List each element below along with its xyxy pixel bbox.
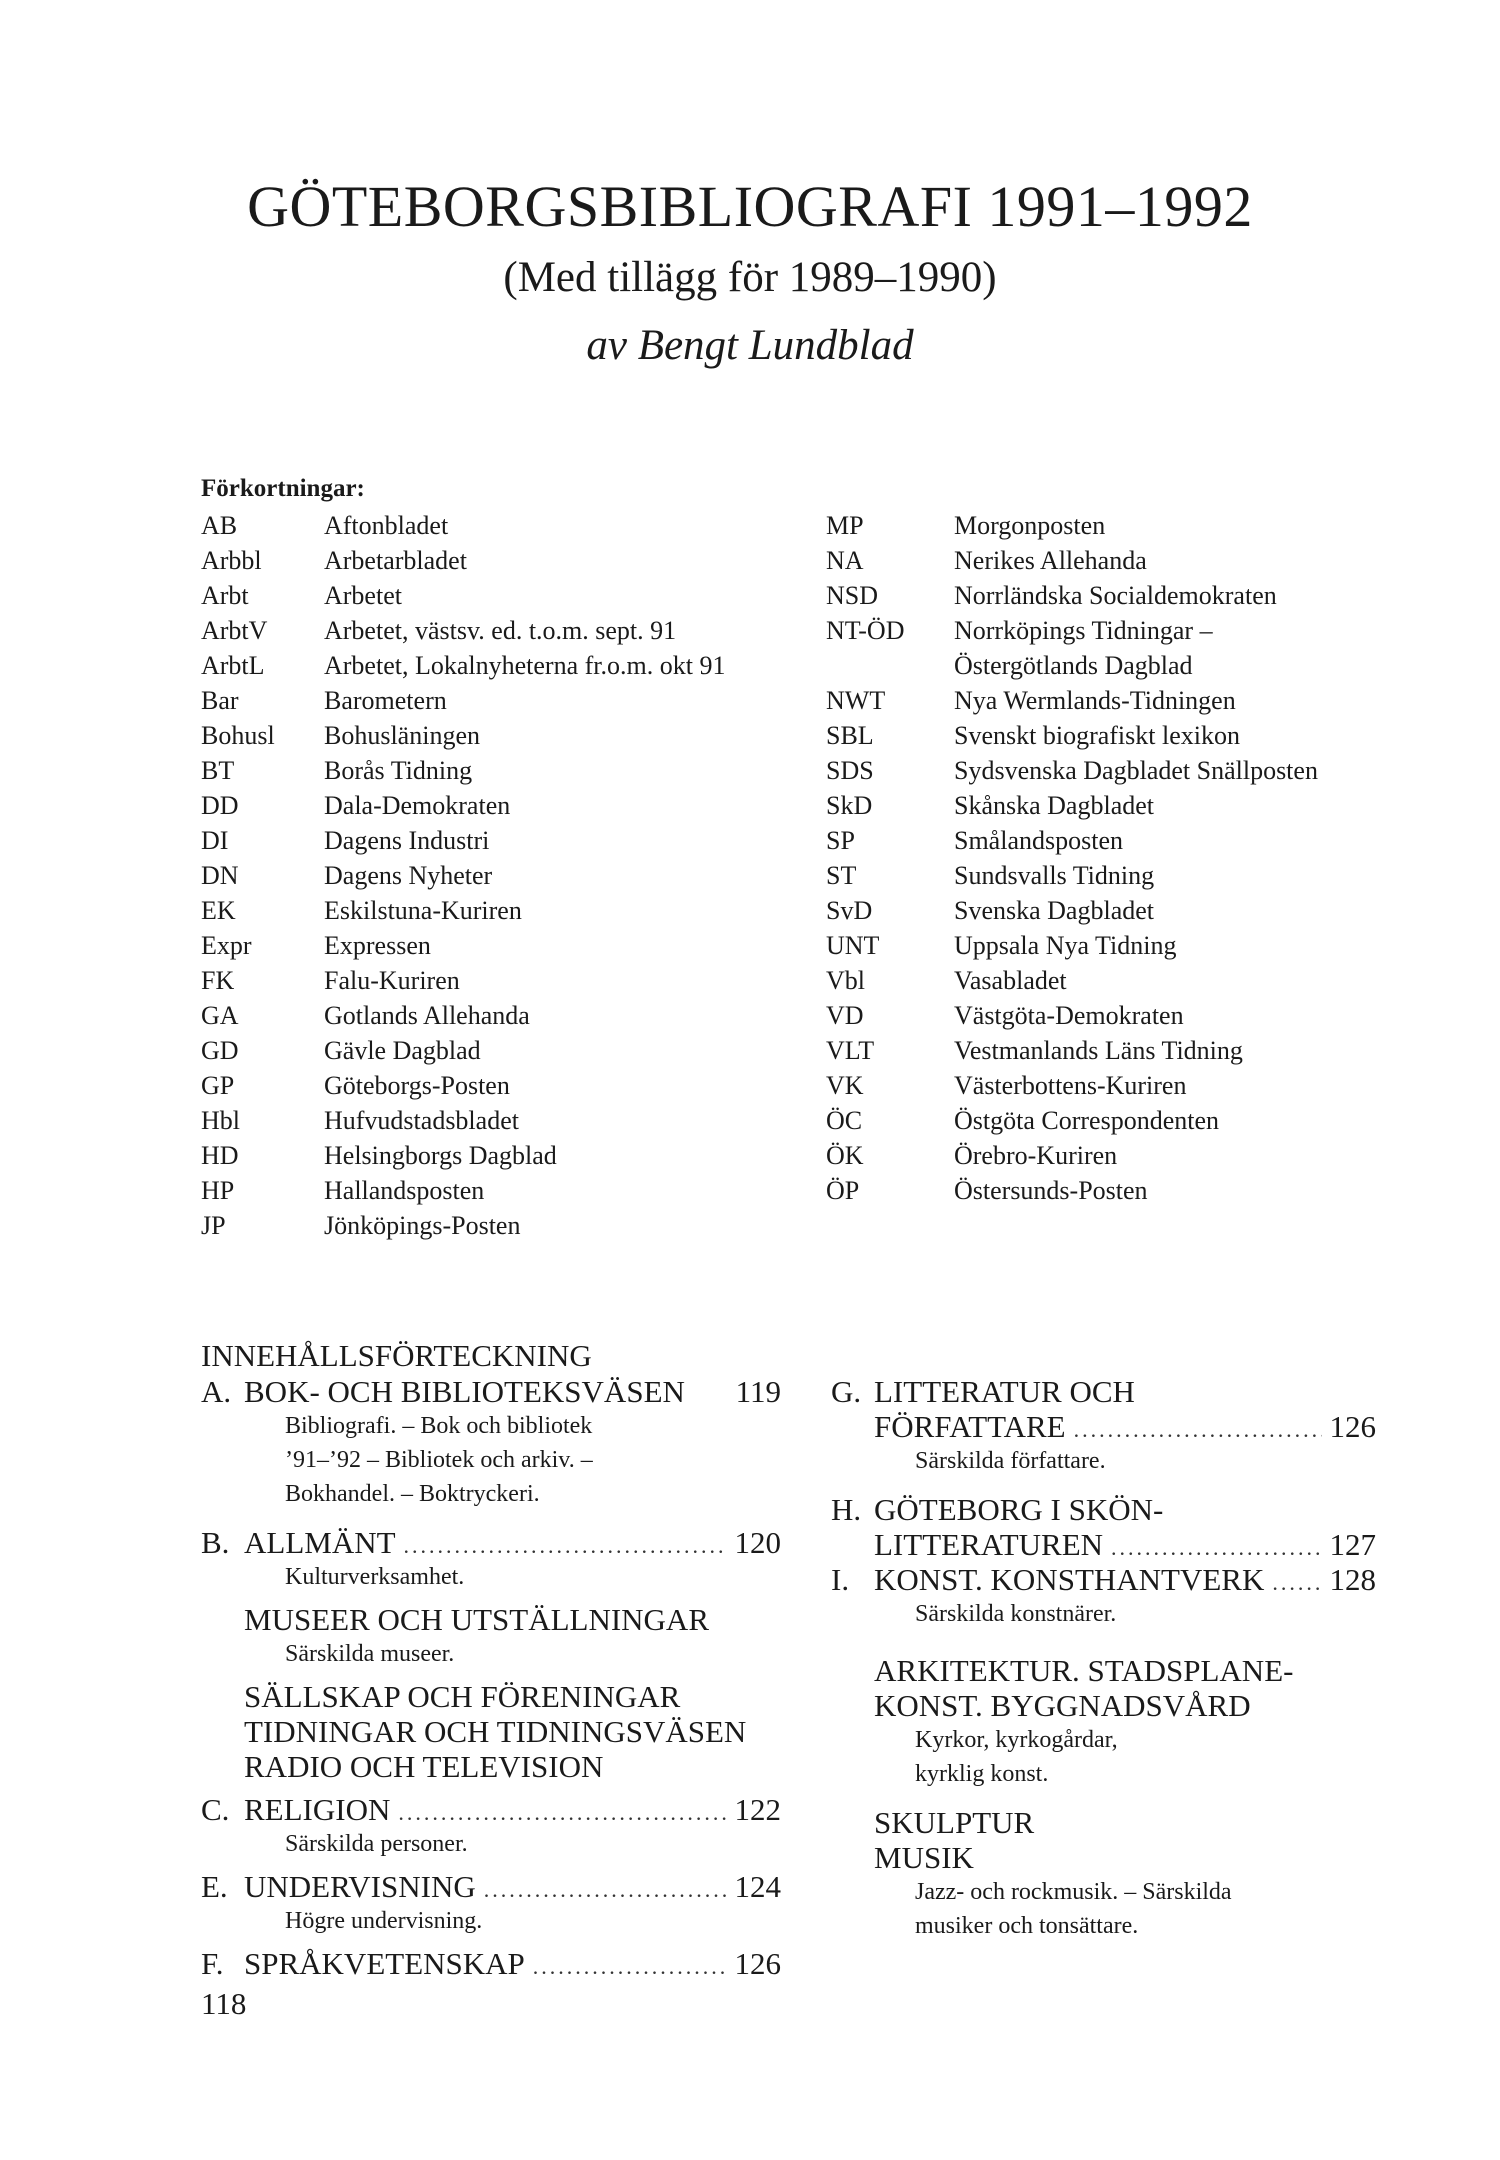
abbreviation-code: DI — [201, 826, 229, 855]
toc-entry-title: LITTERATUR OCH — [874, 1374, 1135, 1409]
abbreviation-row — [826, 963, 1318, 998]
toc-entry-letter: I. — [831, 1562, 850, 1597]
abbreviation-row — [201, 683, 725, 718]
abbreviation-code: BT — [201, 756, 235, 785]
abbreviation-full: Nya Wermlands-Tidningen — [954, 686, 1236, 715]
abbreviation-code: SP — [826, 826, 855, 855]
abbreviation-code: HD — [201, 1141, 239, 1170]
leader-dots — [1272, 1565, 1321, 1600]
page-title: GÖTEBORGSBIBLIOGRAFI 1991–1992 — [247, 174, 1253, 239]
abbreviation-row — [201, 963, 725, 998]
author-byline: av Bengt Lundblad — [586, 322, 914, 369]
toc-entry-description: musiker och tonsättare. — [915, 1913, 1139, 1939]
abbreviation-full: Hufvudstadsbladet — [324, 1106, 519, 1135]
toc-entry-letter: B. — [201, 1525, 230, 1560]
abbreviation-full: Nerikes Allehanda — [954, 546, 1147, 575]
toc-subheading-arkitektur-cont: KONST. BYGGNADSVÅRD — [874, 1688, 1251, 1723]
abbreviation-code: JP — [201, 1211, 226, 1240]
abbreviation-row — [201, 543, 725, 578]
abbreviation-code: HP — [201, 1176, 235, 1205]
abbreviation-row — [826, 508, 1318, 543]
abbreviation-code: AB — [201, 511, 238, 540]
abbreviation-code: NWT — [826, 686, 886, 715]
abbreviation-code: Arbt — [201, 581, 249, 610]
toc-entry-description: Bokhandel. – Boktryckeri. — [285, 1481, 540, 1507]
abbreviation-full: Dagens Industri — [324, 826, 490, 855]
abbreviation-full: Eskilstuna-Kuriren — [324, 896, 522, 925]
abbreviation-row — [826, 543, 1318, 578]
abbreviations-left-column — [201, 508, 725, 1243]
abbreviation-full: Norrköpings Tidningar – — [954, 616, 1213, 645]
abbreviation-row — [201, 718, 725, 753]
abbreviation-row — [201, 858, 725, 893]
abbreviation-row — [201, 1138, 725, 1173]
abbreviation-row — [201, 648, 725, 683]
abbreviation-full: Bohusläningen — [324, 721, 480, 750]
abbreviation-full: Dala-Demokraten — [324, 791, 511, 820]
toc-entry-page: 120 — [734, 1525, 781, 1560]
abbreviation-full: Dagens Nyheter — [324, 861, 493, 890]
toc-entry-f — [201, 1946, 781, 1981]
abbreviation-row — [826, 893, 1318, 928]
abbreviation-full: Vestmanlands Läns Tidning — [954, 1036, 1243, 1065]
abbreviation-full: Sundsvalls Tidning — [954, 861, 1155, 890]
toc-entry-description: Kulturverksamhet. — [285, 1564, 465, 1590]
abbreviation-code: ArbtV — [201, 616, 268, 645]
abbreviation-row — [201, 893, 725, 928]
toc-entry-letter: F. — [201, 1946, 224, 1981]
toc-entry-c — [201, 1792, 781, 1827]
toc-entry-letter: H. — [831, 1492, 862, 1527]
abbreviation-full: Morgonposten — [954, 511, 1106, 540]
leader-dots — [398, 1795, 726, 1830]
leader-dots — [1074, 1412, 1322, 1447]
abbreviation-full: Svenska Dagbladet — [954, 896, 1155, 925]
abbreviation-row — [826, 578, 1318, 613]
abbreviation-full: Jönköpings-Posten — [324, 1211, 521, 1240]
abbreviation-full: Gävle Dagblad — [324, 1036, 481, 1065]
toc-entry-title: ALLMÄNT — [244, 1525, 396, 1560]
abbreviation-code: SBL — [826, 721, 874, 750]
leader-dots — [404, 1528, 727, 1563]
toc-entry-h — [831, 1492, 1376, 1562]
toc-entry-a — [201, 1374, 781, 1409]
toc-entry-letter: E. — [201, 1869, 228, 1904]
abbreviation-full: Västgöta-Demokraten — [954, 1001, 1184, 1030]
page-subtitle: (Med tillägg för 1989–1990) — [503, 254, 997, 301]
toc-entry-page: 122 — [734, 1792, 781, 1827]
abbreviation-full: Norrländska Socialdemokraten — [954, 581, 1277, 610]
abbreviation-code: SkD — [826, 791, 873, 820]
abbreviation-full: Östergötlands Dagblad — [954, 651, 1193, 680]
abbreviation-row — [826, 998, 1318, 1033]
leader-dots — [1111, 1530, 1321, 1565]
toc-entry-e — [201, 1869, 781, 1904]
toc-entry-description: ’91–’92 – Bibliotek och arkiv. – — [285, 1447, 593, 1473]
toc-entry-i — [831, 1562, 1376, 1597]
toc-entry-title: SPRÅKVETENSKAP — [244, 1946, 525, 1981]
abbreviation-full: Örebro-Kuriren — [954, 1141, 1118, 1170]
abbreviation-row — [826, 718, 1318, 753]
abbreviation-code: SvD — [826, 896, 873, 925]
toc-entry-description: Jazz- och rockmusik. – Särskilda — [915, 1879, 1232, 1905]
abbreviation-row — [201, 508, 725, 543]
abbreviation-row — [201, 823, 725, 858]
abbreviation-code: SDS — [826, 756, 874, 785]
abbreviation-full: Borås Tidning — [324, 756, 473, 785]
toc-entry-description: Bibliografi. – Bok och bibliotek — [285, 1413, 593, 1439]
abbreviation-full: Östersunds-Posten — [954, 1176, 1148, 1205]
toc-entry-description: kyrklig konst. — [915, 1761, 1049, 1787]
toc-subheading-skulptur: SKULPTUR — [874, 1805, 1035, 1840]
abbreviations-right-column — [826, 508, 1318, 1208]
abbreviation-code: Vbl — [826, 966, 865, 995]
abbreviation-code: VK — [826, 1071, 864, 1100]
abbreviation-full: Gotlands Allehanda — [324, 1001, 530, 1030]
abbreviation-row — [201, 1173, 725, 1208]
abbreviation-code: DN — [201, 861, 239, 890]
abbreviation-code: Bohusl — [201, 721, 275, 750]
abbreviation-row — [201, 928, 725, 963]
abbreviation-full: Falu-Kuriren — [324, 966, 460, 995]
abbreviation-full: Helsingborgs Dagblad — [324, 1141, 557, 1170]
abbreviation-code: Expr — [201, 931, 252, 960]
abbreviation-row — [826, 753, 1318, 788]
toc-entry-description: Högre undervisning. — [285, 1908, 483, 1934]
abbreviation-full: Västerbottens-Kuriren — [954, 1071, 1187, 1100]
abbreviation-full: Svenskt biografiskt lexikon — [954, 721, 1240, 750]
toc-subheading-sallskap: SÄLLSKAP OCH FÖRENINGAR — [244, 1679, 681, 1714]
toc-entry-page: 128 — [1329, 1562, 1376, 1597]
abbreviation-row — [826, 928, 1318, 963]
abbreviation-code: DD — [201, 791, 239, 820]
leader-dots — [533, 1949, 727, 1984]
abbreviation-code — [826, 648, 954, 683]
abbreviation-code: ÖP — [826, 1176, 860, 1205]
toc-entry-description: Särskilda konstnärer. — [915, 1601, 1117, 1627]
abbreviation-full: Skånska Dagbladet — [954, 791, 1155, 820]
toc-entry-title: KONST. KONSTHANTVERK — [874, 1562, 1265, 1597]
toc-right-column — [831, 1374, 1376, 1943]
abbreviation-row — [826, 648, 1318, 683]
abbreviation-row — [826, 1103, 1318, 1138]
abbreviation-code: Hbl — [201, 1106, 240, 1135]
abbreviation-full: Göteborgs-Posten — [324, 1071, 510, 1100]
toc-entry-description: Särskilda personer. — [285, 1831, 468, 1857]
abbreviation-code: NSD — [826, 581, 879, 610]
abbreviation-row — [201, 1068, 725, 1103]
abbreviation-code: UNT — [826, 931, 880, 960]
abbreviation-full: Aftonbladet — [324, 511, 449, 540]
toc-entry-page: 127 — [1329, 1527, 1376, 1562]
abbreviation-code: VD — [826, 1001, 864, 1030]
abbreviation-full: Barometern — [324, 686, 447, 715]
abbreviation-code: EK — [201, 896, 236, 925]
abbreviation-code: ST — [826, 861, 857, 890]
toc-entry-title: RELIGION — [244, 1792, 391, 1827]
abbreviation-full: Östgöta Correspondenten — [954, 1106, 1220, 1135]
toc-entry-title: UNDERVISNING — [244, 1869, 476, 1904]
abbreviation-row — [826, 1138, 1318, 1173]
abbreviation-row — [201, 613, 725, 648]
abbreviation-row — [826, 1068, 1318, 1103]
toc-heading: INNEHÅLLSFÖRTECKNING — [201, 1338, 592, 1373]
abbreviation-code: ArbtL — [201, 651, 265, 680]
abbreviation-code: ÖC — [826, 1106, 863, 1135]
abbreviation-code: NT-ÖD — [826, 616, 905, 645]
abbreviation-row — [201, 578, 725, 613]
leader-dots — [484, 1872, 727, 1907]
abbreviation-row — [826, 613, 1318, 648]
abbreviations-heading: Förkortningar: — [201, 475, 365, 502]
toc-left-column — [201, 1374, 781, 1981]
abbreviation-row — [826, 1033, 1318, 1068]
toc-subheading-museer: MUSEER OCH UTSTÄLLNINGAR — [244, 1602, 709, 1637]
abbreviation-full: Sydsvenska Dagbladet Snällposten — [954, 756, 1318, 785]
abbreviation-code: Bar — [201, 686, 239, 715]
abbreviation-row — [826, 788, 1318, 823]
toc-entry-description: Kyrkor, kyrkogårdar, — [915, 1727, 1118, 1753]
toc-entry-title-cont: FÖRFATTARE — [874, 1409, 1066, 1444]
abbreviation-row — [201, 788, 725, 823]
abbreviation-full: Arbetet — [324, 581, 402, 610]
toc-entry-b — [201, 1525, 781, 1560]
page-number: 118 — [201, 1986, 247, 2021]
toc-entry-g — [831, 1374, 1376, 1444]
abbreviation-full: Uppsala Nya Tidning — [954, 931, 1177, 960]
abbreviation-full: Expressen — [324, 931, 431, 960]
toc-subheading-arkitektur: ARKITEKTUR. STADSPLANE- — [874, 1653, 1294, 1688]
abbreviation-full: Arbetet, Lokalnyheterna fr.o.m. okt 91 — [324, 651, 726, 680]
abbreviation-code: GA — [201, 1001, 239, 1030]
abbreviation-row — [826, 683, 1318, 718]
abbreviation-row — [201, 1033, 725, 1068]
abbreviation-code: VLT — [826, 1036, 875, 1065]
toc-entry-letter: A. — [201, 1374, 232, 1409]
toc-entry-letter: G. — [831, 1374, 862, 1409]
abbreviation-full: Smålandsposten — [954, 826, 1123, 855]
abbreviation-code: ÖK — [826, 1141, 864, 1170]
toc-subheading-tidningar: TIDNINGAR OCH TIDNINGSVÄSEN — [244, 1714, 747, 1749]
toc-entry-description: Särskilda museer. — [285, 1641, 455, 1667]
toc-entry-description: Särskilda författare. — [915, 1448, 1106, 1474]
abbreviation-row — [201, 998, 725, 1033]
toc-entry-page: 126 — [734, 1946, 781, 1981]
abbreviation-code: Arbbl — [201, 546, 262, 575]
abbreviation-row — [826, 823, 1318, 858]
abbreviation-full: Hallandsposten — [324, 1176, 485, 1205]
abbreviation-row — [201, 1208, 725, 1243]
abbreviation-full: Vasabladet — [954, 966, 1067, 995]
abbreviation-code: GD — [201, 1036, 239, 1065]
abbreviation-row — [826, 1173, 1318, 1208]
abbreviation-row — [201, 1103, 725, 1138]
abbreviation-code: GP — [201, 1071, 235, 1100]
toc-entry-title-cont: LITTERATUREN — [874, 1527, 1104, 1562]
toc-entry-title: BOK- OCH BIBLIOTEKSVÄSEN — [244, 1374, 685, 1409]
toc-entry-page: 124 — [734, 1869, 781, 1904]
abbreviation-full: Arbetet, västsv. ed. t.o.m. sept. 91 — [324, 616, 677, 645]
toc-subheading-radio: RADIO OCH TELEVISION — [244, 1749, 604, 1784]
abbreviation-row — [826, 858, 1318, 893]
abbreviation-row — [201, 753, 725, 788]
toc-entry-letter: C. — [201, 1792, 230, 1827]
toc-subheading-musik: MUSIK — [874, 1840, 974, 1875]
abbreviation-code: FK — [201, 966, 235, 995]
abbreviation-code: NA — [826, 546, 864, 575]
toc-entry-title: GÖTEBORG I SKÖN- — [874, 1492, 1164, 1527]
abbreviation-full: Arbetarbladet — [324, 546, 467, 575]
abbreviation-code: MP — [826, 511, 864, 540]
toc-entry-page: 126 — [1329, 1409, 1376, 1444]
toc-entry-page: 119 — [735, 1374, 781, 1409]
